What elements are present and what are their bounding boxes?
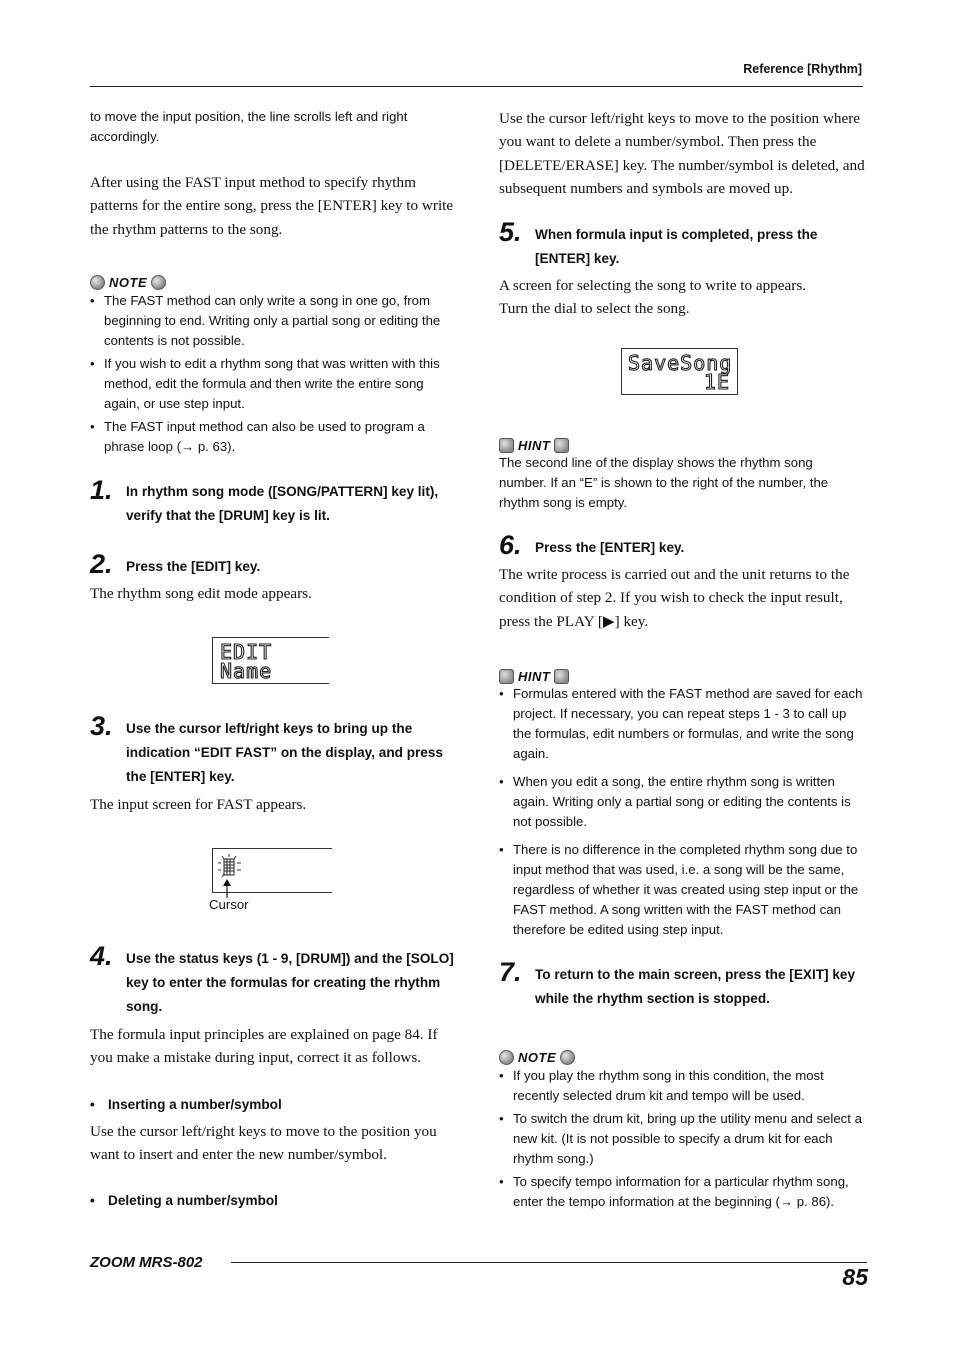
hint-bullet-icon <box>554 669 569 684</box>
insert-description: Use the cursor left/right keys to move to the position you want to insert and enter the new number/symbol. <box>90 1123 437 1164</box>
lcd-line-1: EDIT <box>220 640 273 664</box>
lcd-line-2: 1E <box>703 370 730 394</box>
footer-product: ZOOM MRS-802 <box>90 1254 203 1271</box>
cursor-label: Cursor <box>209 897 249 912</box>
step-number: 2. <box>90 549 113 579</box>
step-description: The write process is carried out and the unit returns to the condition of step 2. If you wish to check the input result, press the PLAY [▶] key. <box>499 566 850 630</box>
note-label: NOTE <box>109 274 148 290</box>
step-description: The rhythm song edit mode appears. <box>90 585 312 602</box>
intro-continuation: to move the input position, the line scrolls left and right accordingly. <box>90 109 408 144</box>
hint-badge <box>499 667 569 685</box>
step-description: The formula input principles are explained on page 84. If you make a mistake during input, correct it as follows. <box>90 1026 438 1067</box>
step-description: A screen for selecting the song to write to appears. <box>499 277 807 294</box>
note-list <box>499 1066 863 1212</box>
header-rule <box>90 86 863 87</box>
list-item: • There is no difference in the completed rhythm song due to input method that was used, i.e. a song will be the same, regardless of whether it was created using step input or the FAST method. A song written with the FAST method can therefore be edited using step input. <box>499 840 863 940</box>
hint-text: The second line of the display shows the rhythm song number. If an “E” is shown to the right of the number, the rhythm song is empty. <box>499 455 829 510</box>
step-number: 1. <box>90 475 113 505</box>
lcd-line-1: SaveSong <box>628 351 733 375</box>
running-header: Reference [Rhythm] <box>743 62 862 76</box>
list-item: • The FAST input method can also be used to program a phrase loop (→ p. 63). <box>90 417 456 457</box>
step-instruction: To return to the main screen, press the [EXIT] key while the rhythm section is stopped. <box>535 967 856 1006</box>
step-number: 4. <box>90 941 113 971</box>
step-instruction: When formula input is completed, press the [ENTER] key. <box>535 227 818 266</box>
list-item: • If you wish to edit a rhythm song that was written with this method, edit the formula and then write the entire song again, or use step input. <box>90 354 456 414</box>
hint-bullet-icon <box>554 438 569 453</box>
lcd-display <box>212 637 329 684</box>
note-label: NOTE <box>518 1049 557 1065</box>
insert-heading: Inserting a number/symbol <box>108 1097 282 1112</box>
step-instruction: Use the status keys (1 - 9, [DRUM]) and the [SOLO] key to enter the formulas for creating the rhythm song. <box>126 951 454 1014</box>
step-description: Turn the dial to select the song. <box>499 300 690 317</box>
note-bullet-icon <box>90 275 105 290</box>
step-number: 6. <box>499 530 522 560</box>
list-item: • Formulas entered with the FAST method are saved for each project. If necessary, you can repeat steps 1 - 3 to call up the formulas, edit numbers or formulas, and write the song again. <box>499 684 863 764</box>
step-number: 3. <box>90 711 113 741</box>
lcd-display <box>621 348 738 395</box>
intro-paragraph: After using the FAST input method to specify rhythm patterns for the entire song, press the [ENTER] key to write the rhythm patterns to the song. <box>90 174 454 238</box>
footer-rule <box>231 1262 867 1263</box>
list-item: • To switch the drum kit, bring up the utility menu and select a new kit. (It is not possible to specify a drum kit for each rhythm song.) <box>499 1109 863 1169</box>
hint-bullet-icon <box>499 669 514 684</box>
hint-label: HINT <box>518 668 551 684</box>
subsection-heading: • Deleting a number/symbol <box>90 1193 278 1208</box>
step-instruction: In rhythm song mode ([SONG/PATTERN] key lit), verify that the [DRUM] key is lit. <box>126 484 439 523</box>
cursor-blink-icon <box>217 853 245 881</box>
hint-label: HINT <box>518 437 551 453</box>
note-bullet-icon <box>151 275 166 290</box>
cursor-arrow-icon <box>222 879 232 899</box>
hint-badge <box>499 436 569 454</box>
delete-heading: Deleting a number/symbol <box>108 1193 278 1208</box>
note-bullet-icon <box>499 1050 514 1065</box>
hint-list <box>499 684 863 940</box>
step-instruction: Use the cursor left/right keys to bring up the indication “EDIT FAST” on the display, and press the [ENTER] key. <box>126 721 443 784</box>
subsection-heading: • Inserting a number/symbol <box>90 1097 282 1112</box>
step-number: 5. <box>499 217 522 247</box>
list-item: • If you play the rhythm song in this condition, the most recently selected drum kit and tempo will be used. <box>499 1066 863 1106</box>
step-instruction: Press the [ENTER] key. <box>535 540 685 555</box>
hint-bullet-icon <box>499 438 514 453</box>
note-bullet-icon <box>560 1050 575 1065</box>
step-instruction: Press the [EDIT] key. <box>126 559 261 574</box>
list-item: • The FAST method can only write a song in one go, from beginning to end. Writing only a partial song or editing the contents is not possible. <box>90 291 456 351</box>
note-badge <box>90 273 166 291</box>
lcd-line-2: Name <box>220 659 273 683</box>
note-list <box>90 291 456 457</box>
list-item: • When you edit a song, the entire rhythm song is written again. Writing only a partial song or editing the contents is not possible. <box>499 772 863 832</box>
delete-description: Use the cursor left/right keys to move to the position where you want to delete a number/symbol. Then press the [DELETE/ERASE] key. The number/symbol is deleted, and subsequent numbers and symbols are moved up. <box>499 110 865 197</box>
step-number: 7. <box>499 957 522 987</box>
note-badge <box>499 1048 575 1066</box>
list-item: • To specify tempo information for a particular rhythm song, enter the tempo information at the beginning (→ p. 86). <box>499 1172 863 1212</box>
page-number: 85 <box>842 1264 868 1290</box>
step-description: The input screen for FAST appears. <box>90 796 307 813</box>
